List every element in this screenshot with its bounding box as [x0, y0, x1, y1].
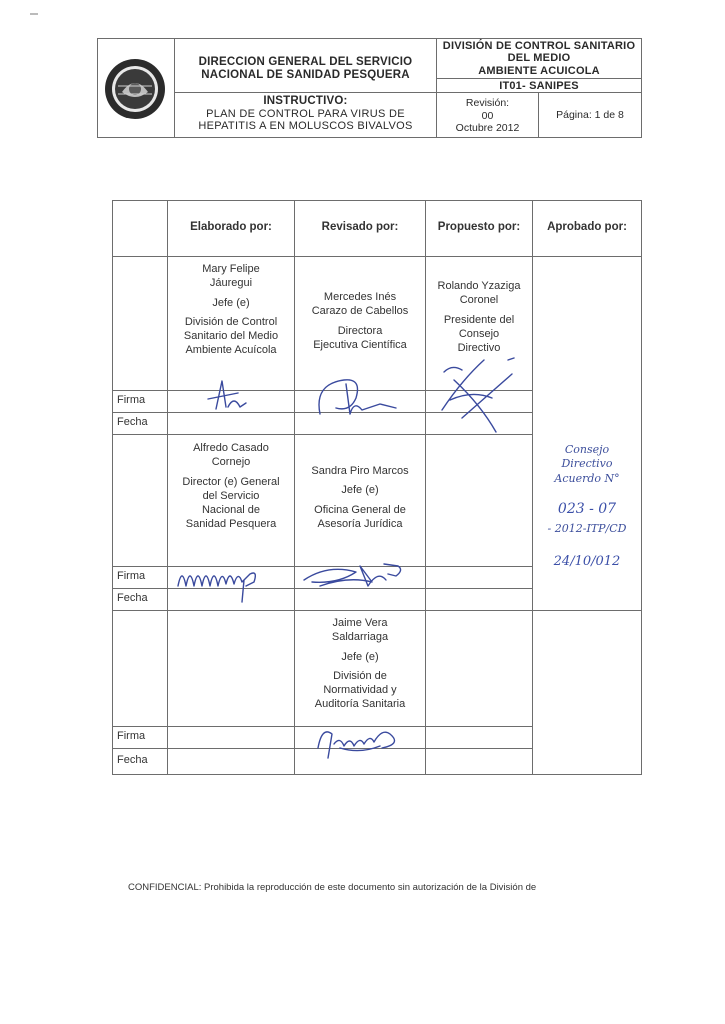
division-name: DIVISIÓN DE CONTROL SANITARIO DEL MEDIO AMBIENTE ACUICOLA	[442, 40, 636, 77]
signature-rolando-yzaziga	[432, 340, 522, 440]
approval-agreement-number: 023 - 07	[557, 501, 617, 517]
page-number: Página: 1 de 8	[556, 109, 624, 121]
instructivo-title: INSTRUCTIVO: PLAN DE CONTROL PARA VIRUS DE HEPATITIS A EN MOLUSCOS BIVALVOS	[198, 95, 413, 133]
firma-label: Firma	[117, 394, 146, 406]
firma-label: Firma	[117, 730, 146, 742]
signature-sandra-piro	[298, 556, 418, 596]
signatory-revisado-3: Jaime Vera Saldarriaga Jefe (e) División de Normatividad y Auditoría Sanitaria	[314, 617, 406, 711]
fecha-label: Fecha	[117, 754, 148, 766]
fecha-label: Fecha	[117, 592, 148, 604]
document-code: IT01- SANIPES	[499, 80, 579, 92]
signatory-revisado-2: Sandra Piro Marcos Jefe (e) Oficina General de Asesoría Jurídica	[311, 465, 409, 530]
approval-agreement-suffix: - 2012-ITP/CD	[547, 522, 627, 535]
sanipes-seal-logo	[104, 58, 166, 120]
column-header-elaborado: Elaborado por:	[190, 221, 272, 233]
column-header-aprobado: Aprobado por:	[547, 221, 627, 233]
approval-council-text: Consejo Directivo Acuerdo N°	[554, 443, 620, 485]
signature-mary-felipe	[198, 377, 258, 413]
signatory-elaborado-1: Mary Felipe Jáuregui Jefe (e) División de Control Sanitario del Medio Ambiente Acuícola	[183, 263, 279, 357]
organization-name: DIRECCION GENERAL DEL SERVICIO NACIONAL DE SANIDAD PESQUERA	[198, 56, 413, 81]
signature-jaime-vera	[310, 718, 410, 762]
approval-date: 24/10/012	[553, 554, 621, 569]
column-header-revisado: Revisado por:	[321, 221, 399, 233]
fecha-label: Fecha	[117, 416, 148, 428]
signatory-revisado-1: Mercedes Inés Carazo de Cabellos Directora Ejecutiva Científica	[311, 291, 409, 351]
revision-info: Revisión: 00 Octubre 2012	[455, 97, 520, 135]
signature-alfredo-casado	[172, 556, 272, 606]
signature-mercedes-carazo	[310, 370, 410, 430]
confidentiality-footer: CONFIDENCIAL: Prohibida la reproducción de este documento sin autorización de la División de	[128, 882, 537, 893]
signatory-propuesto-1: Rolando Yzaziga Coronel Presidente del Consejo Directivo	[437, 280, 521, 355]
column-header-propuesto: Propuesto por:	[437, 221, 521, 233]
scan-mark	[30, 13, 38, 15]
firma-label: Firma	[117, 570, 146, 582]
signatory-elaborado-2: Alfredo Casado Cornejo Director (e) General del Servicio Nacional de Sanidad Pesquera	[182, 442, 280, 531]
